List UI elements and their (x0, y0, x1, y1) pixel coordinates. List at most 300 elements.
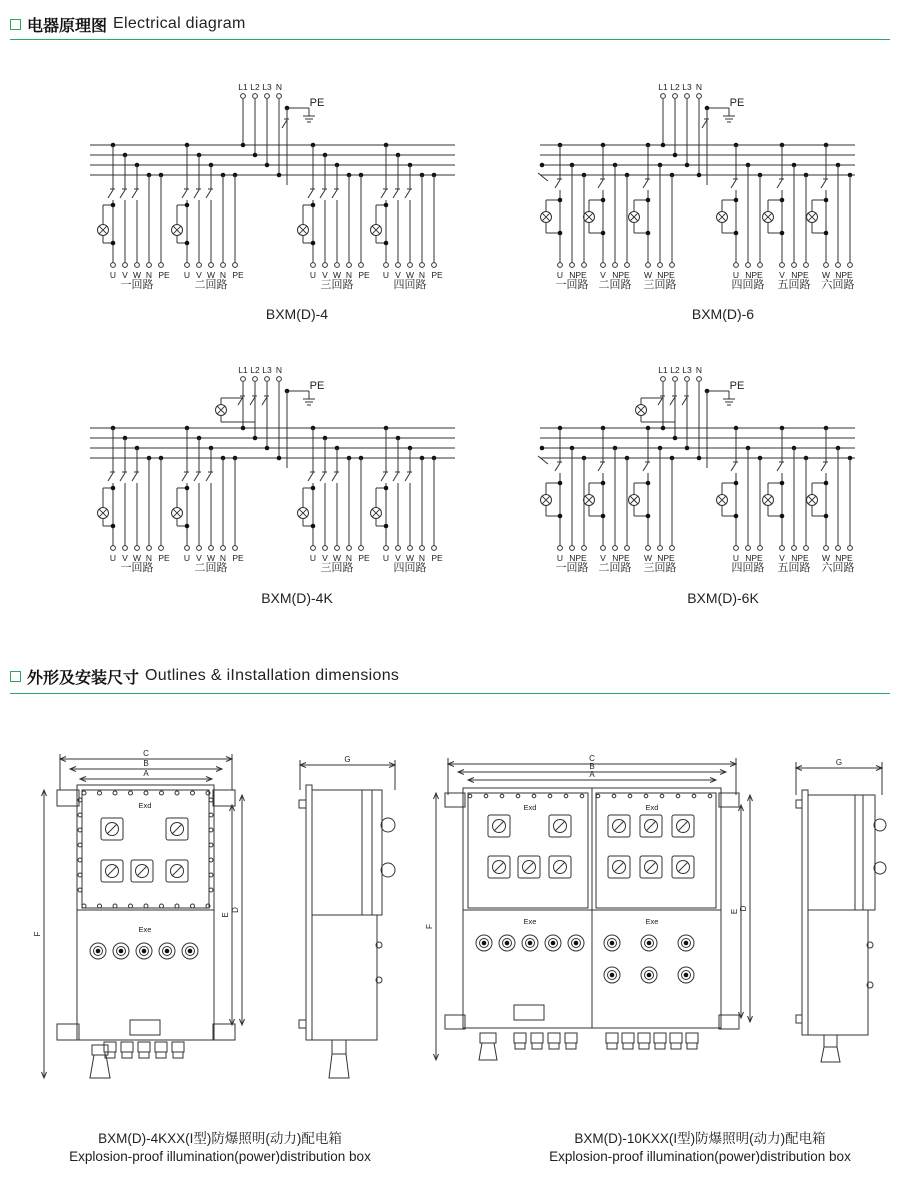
terminal-label: W (643, 553, 653, 563)
cable-gland-nut (671, 1043, 681, 1049)
terminal-label: N (145, 553, 153, 563)
bolt-icon (612, 794, 616, 798)
terminal-label: W (132, 553, 142, 563)
junction-dot (111, 241, 116, 246)
rotary-handle (555, 862, 565, 872)
terminal-circle (420, 263, 425, 268)
junction-dot (601, 514, 606, 519)
mounting-tab (719, 1015, 739, 1029)
switch-blade (598, 463, 603, 471)
bolt-icon (160, 904, 164, 908)
bolt-icon (532, 794, 536, 798)
junction-dot (824, 231, 829, 236)
rotary-handle (524, 862, 534, 872)
terminal-circle (804, 546, 809, 551)
junction-dot (384, 486, 389, 491)
junction-dot (646, 198, 651, 203)
junction-dot (142, 949, 147, 954)
side-bracket (299, 1020, 306, 1028)
junction-dot (558, 198, 563, 203)
cable-gland-icon (155, 1042, 167, 1052)
mounting-tab (445, 793, 465, 807)
terminal-label: N (418, 270, 426, 280)
side-exd-body (312, 790, 372, 915)
bolt-icon (78, 873, 82, 877)
terminal-label: N (345, 270, 353, 280)
bolt-icon (209, 888, 213, 892)
terminal-circle (625, 546, 630, 551)
junction-dot (96, 949, 101, 954)
bolt-icon (98, 904, 102, 908)
phase-label: L1 (238, 365, 248, 375)
nameplate (514, 1005, 544, 1020)
junction-dot (165, 949, 170, 954)
terminal-label: V (395, 553, 401, 563)
junction-dot (824, 514, 829, 519)
terminal-circle (792, 263, 797, 268)
junction-dot (646, 514, 651, 519)
junction-dot (111, 486, 116, 491)
terminal-label: V (322, 553, 328, 563)
junction-dot (185, 486, 190, 491)
outline-right-side (796, 758, 886, 1062)
bolt-icon (580, 794, 584, 798)
junction-dot (528, 941, 533, 946)
diagram-d3 (90, 365, 455, 574)
terminal-circle (646, 546, 651, 551)
cable-gland-icon (654, 1033, 666, 1043)
junction-dot (646, 481, 651, 486)
junction-dot (646, 231, 651, 236)
bolt-icon (191, 791, 195, 795)
side-gland (824, 1035, 837, 1047)
phase-label: N (275, 82, 283, 92)
terminal-label: W (405, 553, 415, 563)
cable-gland-nut (549, 1043, 559, 1049)
circuit-label: 五回路 (777, 279, 811, 291)
terminal-label: U (183, 270, 191, 280)
terminal-label: PE (158, 270, 170, 280)
rotary-handle (107, 824, 117, 834)
switch-blade (555, 180, 560, 188)
mounting-tab (213, 790, 235, 806)
switch-blade (670, 397, 675, 405)
terminal-label: V (395, 270, 401, 280)
terminal-circle (123, 546, 128, 551)
side-handle (381, 818, 395, 832)
terminal-label: NPE (612, 270, 630, 280)
terminal-circle (197, 263, 202, 268)
bolt-icon (209, 798, 213, 802)
terminal-circle (408, 263, 413, 268)
terminal-label: N (219, 270, 227, 280)
terminal-circle (746, 263, 751, 268)
terminal-label: W (332, 270, 342, 280)
junction-dot (277, 456, 282, 461)
switch-blade (381, 190, 386, 198)
terminal-label: V (322, 270, 328, 280)
side-gland (332, 1040, 346, 1054)
bolt-icon (708, 794, 712, 798)
junction-dot (734, 198, 739, 203)
terminal-circle (241, 94, 246, 99)
exd-label: Exd (523, 803, 537, 812)
terminal-circle (277, 377, 282, 382)
junction-dot (111, 524, 116, 529)
switch-blade (643, 463, 648, 471)
cable-entry (480, 1033, 496, 1043)
dimension-label: C (143, 749, 149, 758)
terminal-label: NPE (835, 270, 853, 280)
terminal-label: U (382, 270, 390, 280)
circuit-label: 六回路 (821, 562, 855, 574)
terminal-circle (613, 546, 618, 551)
bolt-icon (660, 794, 664, 798)
junction-dot (610, 973, 615, 978)
cable-entry (92, 1045, 108, 1055)
enclosure-body (77, 785, 214, 1040)
terminal-circle (746, 546, 751, 551)
terminal-label: NPE (835, 553, 853, 563)
terminal-label: W (332, 553, 342, 563)
terminal-circle (253, 377, 258, 382)
rotary-handle (678, 862, 688, 872)
phase-label: L2 (670, 365, 680, 375)
cable-gland-nut (515, 1043, 525, 1049)
junction-dot (780, 481, 785, 486)
bolt-icon (596, 794, 600, 798)
dimension-label: D (231, 907, 240, 913)
rotary-handle (614, 862, 624, 872)
junction-dot (119, 949, 124, 954)
junction-dot (647, 973, 652, 978)
dimension-label: G (344, 755, 351, 764)
dimension-label: C (589, 754, 595, 763)
switch-blade (132, 473, 137, 481)
cable-gland-nut (566, 1043, 576, 1049)
mounting-tab (57, 1024, 79, 1040)
junction-dot (661, 143, 666, 148)
switch-blade (320, 473, 325, 481)
rotary-handle (172, 824, 182, 834)
switch-blade (405, 473, 410, 481)
cable-entry-bottom (479, 1043, 497, 1060)
terminal-label: NPE (791, 553, 809, 563)
junction-dot (558, 231, 563, 236)
terminal-circle (209, 546, 214, 551)
terminal-label: W (206, 270, 216, 280)
diagram-model-label-d1: BXM(D)-4 (265, 306, 329, 322)
cable-gland-nut (623, 1043, 633, 1049)
circuit-label: 四回路 (731, 279, 765, 291)
cable-gland-icon (121, 1042, 133, 1052)
terminal-circle (323, 263, 328, 268)
junction-dot (601, 481, 606, 486)
terminal-label: U (183, 553, 191, 563)
switch-blade (308, 473, 313, 481)
rotary-handle (646, 862, 656, 872)
terminal-circle (646, 263, 651, 268)
mounting-tab (57, 790, 79, 806)
junction-dot (601, 231, 606, 236)
switch-blade (332, 473, 337, 481)
terminal-circle (601, 546, 606, 551)
terminal-circle (159, 263, 164, 268)
terminal-circle (359, 546, 364, 551)
terminal-circle (347, 263, 352, 268)
terminal-label: W (821, 553, 831, 563)
bolt-icon (175, 791, 179, 795)
cable-gland-icon (531, 1033, 543, 1043)
circuit-label: 三回路 (320, 279, 354, 291)
circuit-label: 一回路 (555, 562, 589, 574)
side-mounting-plate (802, 790, 808, 1035)
terminal-circle (432, 263, 437, 268)
terminal-circle (311, 546, 316, 551)
bolt-icon (484, 794, 488, 798)
switch-blade (538, 173, 548, 181)
bolt-icon (78, 828, 82, 832)
side-exe-body (312, 915, 377, 1040)
switch-blade (821, 463, 826, 471)
bolt-icon (82, 904, 86, 908)
side-handle (874, 819, 886, 831)
phase-label: N (275, 365, 283, 375)
terminal-label: PE (358, 270, 370, 280)
terminal-circle (265, 377, 270, 382)
junction-dot (384, 524, 389, 529)
cable-gland-icon (172, 1042, 184, 1052)
switch-blade (405, 190, 410, 198)
cable-gland-icon (565, 1033, 577, 1043)
phase-label: L2 (250, 82, 260, 92)
terminal-label: W (405, 270, 415, 280)
cable-gland-nut (607, 1043, 617, 1049)
terminal-circle (111, 546, 116, 551)
terminal-label: NPE (657, 553, 675, 563)
terminal-circle (780, 546, 785, 551)
cable-gland-nut (532, 1043, 542, 1049)
junction-dot (185, 241, 190, 246)
junction-dot (780, 514, 785, 519)
switch-blade (194, 473, 199, 481)
junction-dot (384, 203, 389, 208)
terminal-label: U (109, 553, 117, 563)
bolt-icon (78, 813, 82, 817)
terminal-circle (734, 546, 739, 551)
junction-dot (685, 163, 690, 168)
switch-blade (332, 190, 337, 198)
phase-label: L3 (682, 365, 692, 375)
terminal-circle (432, 546, 437, 551)
terminal-label: N (145, 270, 153, 280)
junction-dot (697, 456, 702, 461)
junction-dot (684, 941, 689, 946)
phase-label: L1 (658, 82, 668, 92)
terminal-circle (780, 263, 785, 268)
circuit-label: 四回路 (731, 562, 765, 574)
diagram-model-label-d3: BXM(D)-4K (261, 590, 333, 606)
terminal-label: PE (232, 270, 244, 280)
terminal-label: PE (232, 553, 244, 563)
diagram-d2 (538, 82, 855, 291)
junction-dot (780, 198, 785, 203)
circuit-label: 二回路 (598, 562, 632, 574)
bolt-icon (144, 904, 148, 908)
junction-dot (601, 198, 606, 203)
junction-dot (384, 241, 389, 246)
terminal-circle (335, 263, 340, 268)
terminal-circle (661, 94, 666, 99)
switch-blade (381, 473, 386, 481)
terminal-circle (625, 263, 630, 268)
switch-blade (682, 397, 687, 405)
terminal-circle (570, 546, 575, 551)
switch-blade (250, 397, 255, 405)
terminal-circle (558, 546, 563, 551)
cable-gland-nut (655, 1043, 665, 1049)
terminal-label: PE (158, 553, 170, 563)
junction-dot (482, 941, 487, 946)
terminal-label: U (109, 270, 117, 280)
rotary-handle (555, 821, 565, 831)
switch-blade (777, 463, 782, 471)
terminal-circle (241, 377, 246, 382)
rotary-handle (678, 821, 688, 831)
switch-blade (206, 473, 211, 481)
terminal-label: U (556, 270, 564, 280)
terminal-circle (836, 546, 841, 551)
junction-dot (824, 198, 829, 203)
terminal-circle (209, 263, 214, 268)
terminal-circle (311, 263, 316, 268)
product-desc-right: Explosion-proof illumination(power)distribution box (549, 1149, 851, 1164)
switch-blade (132, 190, 137, 198)
terminal-label: U (309, 553, 317, 563)
terminal-circle (135, 263, 140, 268)
junction-dot (734, 231, 739, 236)
terminal-label: V (196, 270, 202, 280)
diagram-d4 (538, 365, 855, 574)
side-bracket (299, 800, 306, 808)
terminal-circle (758, 263, 763, 268)
junction-dot (558, 514, 563, 519)
exe-label: Exe (645, 917, 659, 926)
mounting-tab (445, 1015, 465, 1029)
terminal-label: N (345, 553, 353, 563)
rotary-handle (494, 821, 504, 831)
terminal-circle (570, 263, 575, 268)
switch-blade (120, 473, 125, 481)
terminal-label: V (600, 270, 606, 280)
phase-label: L1 (658, 365, 668, 375)
cable-entry-bottom (90, 1055, 110, 1078)
junction-dot (685, 446, 690, 451)
bolt-icon (82, 791, 86, 795)
pe-label: PE (729, 380, 745, 392)
switch-blade (702, 120, 707, 128)
circuit-label: 二回路 (598, 279, 632, 291)
junction-dot (540, 163, 545, 168)
cable-gland-nut (139, 1052, 149, 1058)
terminal-label: PE (431, 270, 443, 280)
switch-blade (182, 190, 187, 198)
terminal-circle (197, 546, 202, 551)
rotary-handle (646, 821, 656, 831)
terminal-circle (670, 546, 675, 551)
cable-gland-nut (156, 1052, 166, 1058)
dimension-label: G (835, 758, 843, 767)
circuit-label: 二回路 (194, 279, 228, 291)
junction-dot (185, 203, 190, 208)
terminal-label: PE (431, 553, 443, 563)
terminal-circle (658, 546, 663, 551)
circuit-label: 一回路 (120, 562, 154, 574)
junction-dot (610, 941, 615, 946)
product-model-left: BXM(D)-4KXX(I型)防爆照明(动力)配电箱 (98, 1131, 342, 1146)
switch-blade (598, 180, 603, 188)
mounting-tab (213, 1024, 235, 1040)
terminal-circle (734, 263, 739, 268)
switch-blade (320, 190, 325, 198)
circuit-label: 三回路 (643, 279, 677, 291)
rotary-handle (172, 866, 182, 876)
dimension-label: F (425, 924, 434, 929)
junction-dot (311, 524, 316, 529)
switch-blade (308, 190, 313, 198)
exd-label: Exd (138, 801, 152, 810)
cable-gland-icon (686, 1033, 698, 1043)
terminal-label: W (643, 270, 653, 280)
cable-gland-icon (670, 1033, 682, 1043)
switch-blade (643, 180, 648, 188)
terminal-label: NPE (612, 553, 630, 563)
product-model-right: BXM(D)-10KXX(I型)防爆照明(动力)配电箱 (574, 1131, 826, 1146)
bolt-icon (209, 858, 213, 862)
junction-dot (505, 941, 510, 946)
junction-dot (253, 436, 258, 441)
diagram-model-label-d2: BXM(D)-6 (691, 306, 755, 322)
switch-blade (538, 456, 548, 464)
exd-label: Exd (645, 803, 659, 812)
junction-dot (661, 426, 666, 431)
circuit-label: 二回路 (194, 562, 228, 574)
exe-label: Exe (523, 917, 537, 926)
side-handle (381, 863, 395, 877)
terminal-circle (661, 377, 666, 382)
junction-dot (684, 973, 689, 978)
circuit-label: 三回路 (643, 562, 677, 574)
bolt-icon (644, 794, 648, 798)
bolt-icon (628, 794, 632, 798)
terminal-circle (658, 263, 663, 268)
outline-right-front (425, 754, 753, 1060)
terminal-label: N (418, 553, 426, 563)
product-desc-left: Explosion-proof illumination(power)distribution box (69, 1149, 371, 1164)
bolt-icon (129, 791, 133, 795)
switch-blade (393, 473, 398, 481)
bolt-icon (516, 794, 520, 798)
terminal-label: V (196, 553, 202, 563)
terminal-circle (848, 546, 853, 551)
bolt-icon (676, 794, 680, 798)
terminal-circle (253, 94, 258, 99)
phase-label: L3 (262, 365, 272, 375)
terminal-label: N (219, 553, 227, 563)
bolt-icon (209, 873, 213, 877)
bolt-icon (209, 828, 213, 832)
bolt-icon (78, 843, 82, 847)
